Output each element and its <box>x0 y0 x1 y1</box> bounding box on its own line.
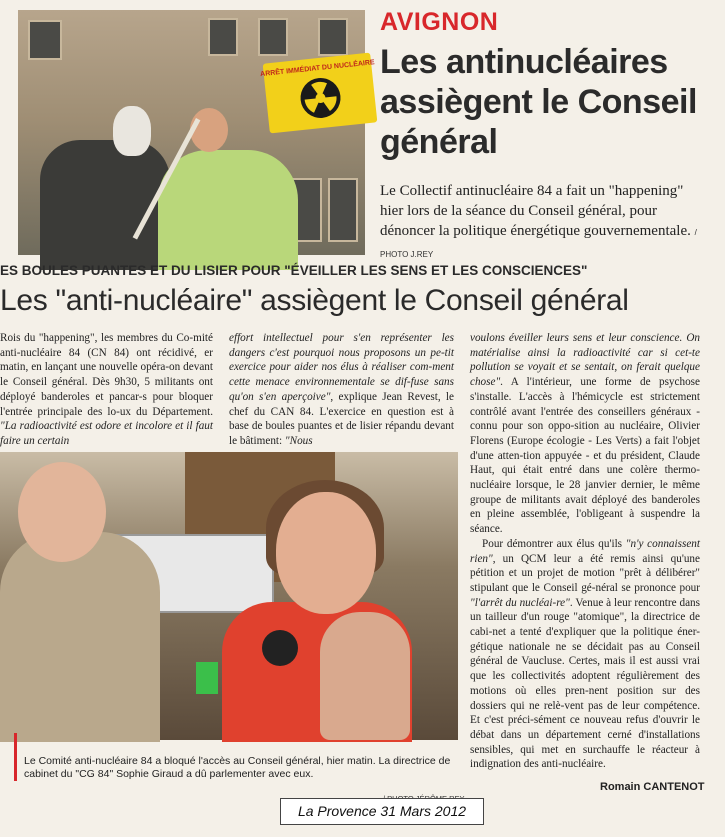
source-label: La Provence 31 Mars 2012 <box>280 798 484 825</box>
radiation-icon <box>259 53 378 134</box>
col3-quote-3: "l'arrêt du nucléai-re" <box>470 596 570 609</box>
col2-text: , explique Jean Revest, le chef du CAN 84. L'exercice en question est à base de boules puantes et de lisier répandu devant le bâtiment: <box>229 390 454 447</box>
photo-credit-top: / PHOTO J.REY <box>380 228 697 259</box>
elderly-protester-head <box>18 462 106 562</box>
article-column-1 <box>0 331 213 449</box>
location-kicker: AVIGNON <box>380 8 499 36</box>
main-headline: Les antinucléaires assiègent le Conseil général <box>380 43 697 161</box>
protester-head <box>190 108 228 152</box>
author-byline: Romain CANTENOT <box>600 781 705 793</box>
col3-text-4: . Venue à leur rencontre dans un tailleur d'un rouge "atomique", la directrice de cabi-net a tenté d'expliquer que la politique éner-gétique nationale ne se décidait pas au Conseil général de Vaucluse. Certes, mais il est aussi vrai que les collectivités adoptent régulièrement des motions où elles pren-nent position sur des dossiers qui ne relè-vent pas de leur compétence. Et c'est préci-sément ce nouveau refus d'ouvrir le débat dans un département cerné d'installations sensibles, qui met en surchauffe le réacteur à indignation des anti-nucléaire. <box>470 596 700 771</box>
col3-quote: voulons éveiller leurs sens et leur conscience. On matérialise ainsi la radioactivité car si cet-te pollution se voyait et se sentait, on ferait quelque chose" <box>470 332 700 389</box>
director-face <box>276 492 376 614</box>
lead-paragraph <box>380 181 700 265</box>
protester-green-jacket <box>158 150 298 270</box>
col1-text: Rois du "happening", les membres du Co-mité anti-nucléaire 84 (CN 84) ont récidivé, er matin, en lançant une nouvelle opéra-on devant le Conseil général. Dès 9h30, 5 militants ont déployé banderoles et pancar-s pour bloquer l'entrée principale des lo-ux du Département. <box>0 332 213 418</box>
col3-text-3: , un QCM leur a été remis ainsi qu'une pétition et un projet de motion "prêt à délibérer" stipulant que le Conseil gé-néral se prononce pour <box>470 552 700 594</box>
elderly-protester <box>0 532 160 742</box>
flag-text: ARRÊT IMMÉDIAT DU NUCLÉAIRE <box>259 59 375 79</box>
building-window <box>258 18 288 56</box>
building-window <box>318 18 348 56</box>
article-column-3 <box>470 331 700 772</box>
col3-text: . A l'intérieur, une forme de psychose s'installe. L'accès à l'hémicycle est strictement contrôlé avant l'entrée des conseillers généraux - connu pour son oppo-sition au nucléaire, Olivier Florens (Europe écologie - Les Verts) a fait l'objet d'une atten-tion appuyée - et du président, Claude Haut, qui était entré dans une colère thermo-nucléaire lorsque, le 28 janvier dernier, le même groupe de militants avait déployé des banderoles en pleine assemblée, l'obligeant à suspendre la séance. <box>470 376 700 536</box>
building-window <box>28 20 62 60</box>
bottom-photo <box>0 452 458 740</box>
building-window <box>208 18 238 56</box>
col1-quote: "La radioactivité est odore et incolore et il faut faire un certain <box>0 420 213 447</box>
caption-accent-bar <box>14 733 17 781</box>
article-column-2 <box>229 331 454 449</box>
second-headline: Les "anti-nucléaire" assiègent le Conseil général <box>0 284 629 317</box>
building-window <box>328 178 358 242</box>
col3-quote-2: "n'y connaissent rien" <box>470 537 700 565</box>
skull-mask <box>113 106 151 156</box>
col2-quote: effort intellectuel pour s'en représenter les dangers c'est pourquoi nous proposons un pe-tit exercice pour aider nos élus à réaliser com-ment cette menace environnementale se dif-fuse sans qu'on s'en aperçoive" <box>229 332 454 403</box>
col3-text-2: Pour démontrer aux élus qu'ils <box>482 537 626 550</box>
lead-text: Le Collectif antinucléaire 84 a fait un "happening" hier lors de la séance du Conseil général, pour dénoncer la politique énergétique gouvernementale. <box>380 183 691 239</box>
top-photo <box>18 10 375 255</box>
photo-caption: Le Comité anti-nucléaire 84 a bloqué l'accès au Conseil général, hier matin. La directrice de cabinet du "CG 84" Sophie Giraud a dû parlementer avec eux. <box>24 755 451 780</box>
second-kicker: ES BOULES PUANTES ET DU LISIER POUR "ÉVEILLER LES SENS ET LES CONSCIENCES" <box>0 263 588 278</box>
col2-quote-start: "Nous <box>284 434 313 447</box>
green-bucket <box>196 662 218 694</box>
microphone-icon <box>262 630 298 666</box>
antinuclear-flag <box>259 53 378 134</box>
raised-hand <box>320 612 410 740</box>
